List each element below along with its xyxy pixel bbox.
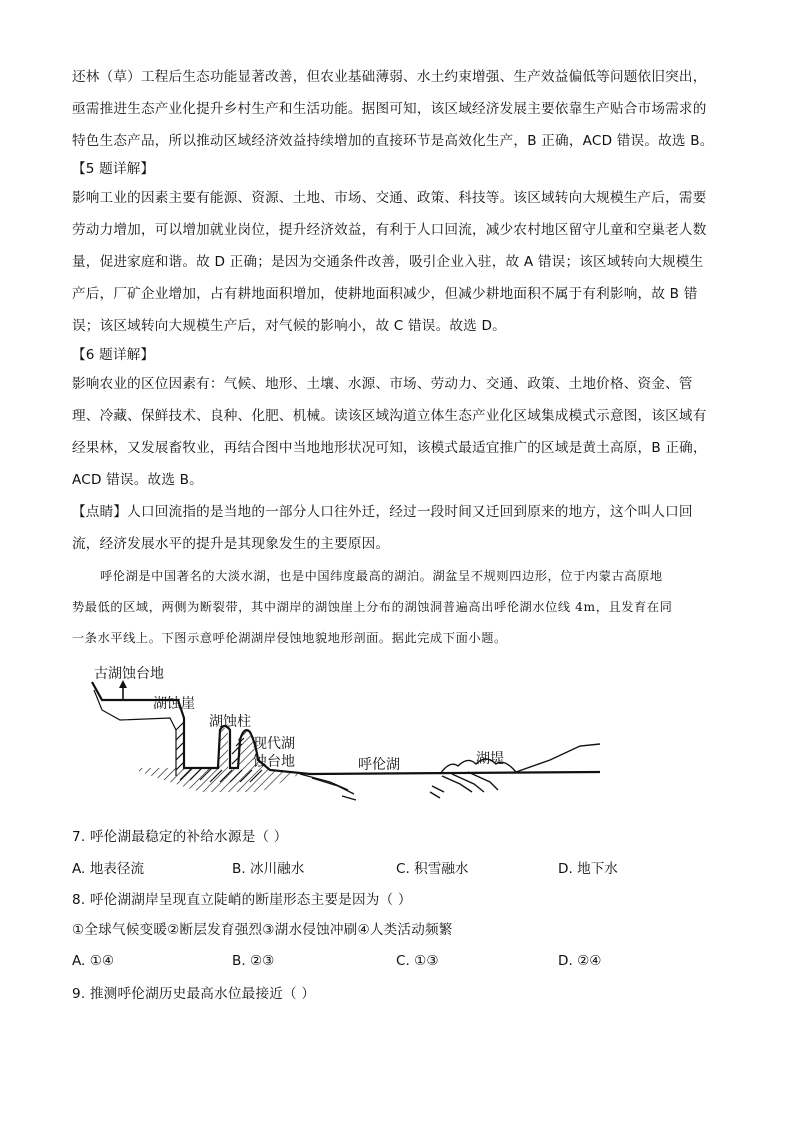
explanation-line: 经果林，又发展畜牧业，再结合图中当地地形状况可知，该模式最适宜推广的区域是黄土高原，B 正确， — [72, 440, 707, 456]
intro-line: 呼伦湖是中国著名的大淡水湖，也是中国纬度最高的湖泊。湖盆呈不规则四边形，位于内蒙古高原地 — [100, 569, 663, 583]
q8-option-d[interactable]: D. ②④ — [558, 953, 602, 969]
intro-line: 一条水平线上。下图示意呼伦湖湖岸侵蚀地貌地形剖面。据此完成下面小题。 — [72, 631, 507, 645]
explanation-line: 理、冷藏、保鲜技术、良种、化肥、机械。读该区域沟道立体生态产业化区域集成模式示意图，该区域有 — [72, 408, 707, 424]
label-pillar: 湖蚀柱 — [209, 714, 251, 730]
label-lake: 呼伦湖 — [358, 757, 400, 773]
tip-line: 【点睛】人口回流指的是当地的一部分人口往外迁，经过一段时间又迁回到原来的地方，这个叫人口回 — [72, 504, 693, 520]
q7-option-c[interactable]: C. 积雪融水 — [396, 861, 469, 877]
explanation-line: 产后，厂矿企业增加，占有耕地面积增加，使耕地面积减少，但减少耕地面积不属于有利影响，故 B 错 — [72, 286, 698, 302]
explanation-line: 影响农业的区位因素有：气候、地形、土壤、水源、市场、劳动力、交通、政策、土地价格、资金、管 — [72, 376, 693, 392]
explanation-line: 误；该区域转向大规模生产后，对气候的影响小，故 C 错误。故选 D。 — [72, 318, 506, 334]
explanation-line: ACD 错误。故选 B。 — [72, 472, 203, 488]
label-modern-platform-2: 蚀台地 — [253, 754, 295, 770]
underwater-slope — [300, 774, 356, 800]
explanation-line: 特色生态产品，所以推动区域经济效益持续增加的直接环节是高效化生产，B 正确，ACD 错误。故选 B。 — [72, 133, 714, 149]
tip-line: 流，经济发展水平的提升是其现象发生的主要原因。 — [72, 536, 390, 552]
q5-heading: 【5 题详解】 — [72, 161, 155, 177]
question-8-statements: ①全球气候变暖②断层发育强烈③湖水侵蚀冲刷④人类活动频繁 — [72, 922, 453, 938]
explanation-line: 量，促进家庭和谐。故 D 正确；是因为交通条件改善，吸引企业入驻，故 A 错误；该区域转向大规模生 — [72, 254, 704, 270]
intro-line: 势最低的区域，两侧为断裂带，其中湖岸的湖蚀崖上分布的湖蚀洞普遍高出呼伦湖水位线 4m，且发育在同 — [72, 600, 673, 614]
explanation-line: 影响工业的因素主要有能源、资源、土地、市场、交通、政策、科技等。该区域转向大规模生产后，需要 — [72, 190, 707, 206]
question-8-stem: 8. 呼伦湖湖岸呈现直立陡峭的断崖形态主要是因为（ ） — [72, 892, 412, 908]
explanation-line: 亟需推进生态产业化提升乡村生产和生活功能。据图可知，该区域经济发展主要依靠生产贴合市场需求的 — [72, 101, 707, 117]
label-levee: 湖堤 — [476, 751, 504, 767]
question-9-stem: 9. 推测呼伦湖历史最高水位最接近（ ） — [72, 986, 316, 1002]
explanation-line: 劳动力增加，可以增加就业岗位，提升经济效益，有利于人口回流，减少农村地区留守儿童和空巢老人数 — [72, 222, 707, 238]
explanation-line: 还林（草）工程后生态功能显著改善，但农业基础薄弱、水土约束增强、生产效益偏低等问题依旧突出， — [72, 69, 707, 85]
label-ancient-platform: 古湖蚀台地 — [94, 666, 164, 682]
q8-option-b[interactable]: B. ②③ — [232, 953, 275, 969]
q8-option-a[interactable]: A. ①④ — [72, 953, 115, 969]
levee-shape — [430, 744, 600, 798]
q6-heading: 【6 题详解】 — [72, 347, 155, 363]
label-modern-platform: 现代湖 — [253, 736, 295, 752]
q7-option-b[interactable]: B. 冰川融水 — [232, 861, 305, 877]
q7-option-d[interactable]: D. 地下水 — [558, 861, 618, 877]
q7-option-a[interactable]: A. 地表径流 — [72, 861, 145, 877]
lake-erosion-profile-diagram — [80, 660, 610, 810]
q8-option-c[interactable]: C. ①③ — [396, 953, 439, 969]
label-cliff: 湖蚀崖 — [153, 696, 195, 712]
question-7-stem: 7. 呼伦湖最稳定的补给水源是（ ） — [72, 829, 288, 845]
cover — [90, 680, 184, 768]
